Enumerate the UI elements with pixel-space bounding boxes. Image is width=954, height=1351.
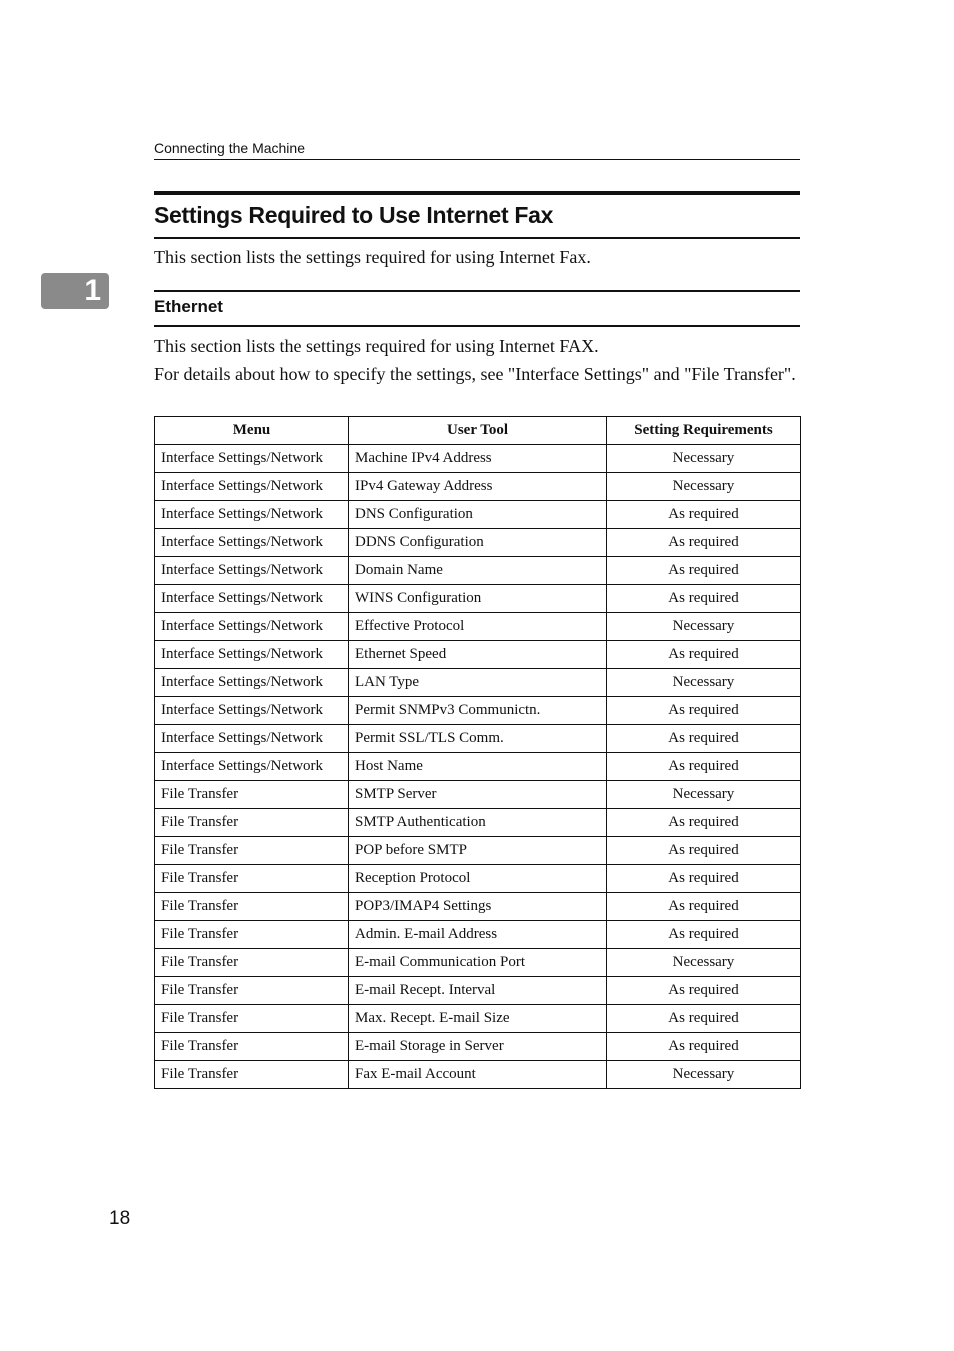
- column-header-user-tool: User Tool: [349, 417, 607, 445]
- user-tool-cell: POP3/IMAP4 Settings: [349, 893, 607, 921]
- user-tool-cell: Reception Protocol: [349, 865, 607, 893]
- requirement-cell: Necessary: [607, 781, 801, 809]
- table-row: [155, 669, 801, 697]
- table-row: [155, 473, 801, 501]
- menu-cell: File Transfer: [155, 1033, 349, 1061]
- user-tool-cell: SMTP Authentication: [349, 809, 607, 837]
- user-tool-cell: WINS Configuration: [349, 585, 607, 613]
- menu-cell: Interface Settings/Network: [155, 669, 349, 697]
- menu-cell: File Transfer: [155, 1061, 349, 1089]
- subsection-top-rule: [154, 290, 800, 292]
- subsection-details: For details about how to specify the settings, see "Interface Settings" and "File Transfer".: [154, 364, 796, 384]
- menu-cell: Interface Settings/Network: [155, 585, 349, 613]
- requirement-cell: As required: [607, 557, 801, 585]
- section-bottom-rule: [154, 237, 800, 239]
- requirement-cell: Necessary: [607, 445, 801, 473]
- menu-cell: Interface Settings/Network: [155, 529, 349, 557]
- menu-cell: File Transfer: [155, 1005, 349, 1033]
- menu-cell: File Transfer: [155, 949, 349, 977]
- menu-cell: Interface Settings/Network: [155, 445, 349, 473]
- settings-table: [154, 416, 801, 1089]
- section-top-rule: [154, 191, 800, 195]
- user-tool-cell: E-mail Storage in Server: [349, 1033, 607, 1061]
- user-tool-cell: POP before SMTP: [349, 837, 607, 865]
- section-intro: This section lists the settings required for using Internet Fax.: [154, 247, 591, 267]
- menu-cell: File Transfer: [155, 865, 349, 893]
- running-header: Connecting the Machine: [154, 138, 800, 160]
- requirement-cell: As required: [607, 1033, 801, 1061]
- chapter-tab: 1: [41, 273, 109, 309]
- requirement-cell: As required: [607, 1005, 801, 1033]
- subsection-title: Ethernet: [154, 297, 223, 316]
- requirement-cell: As required: [607, 921, 801, 949]
- menu-cell: File Transfer: [155, 893, 349, 921]
- table-row: [155, 977, 801, 1005]
- menu-cell: Interface Settings/Network: [155, 501, 349, 529]
- menu-cell: File Transfer: [155, 921, 349, 949]
- requirement-cell: As required: [607, 641, 801, 669]
- subsection-bottom-rule: [154, 325, 800, 327]
- menu-cell: Interface Settings/Network: [155, 753, 349, 781]
- menu-cell: Interface Settings/Network: [155, 473, 349, 501]
- requirement-cell: Necessary: [607, 669, 801, 697]
- requirement-cell: As required: [607, 893, 801, 921]
- table-row: [155, 445, 801, 473]
- subsection-intro: This section lists the settings required for using Internet FAX.: [154, 336, 599, 356]
- user-tool-cell: Host Name: [349, 753, 607, 781]
- menu-cell: Interface Settings/Network: [155, 697, 349, 725]
- table-header-row: [155, 417, 801, 445]
- table-row: [155, 809, 801, 837]
- table-row: [155, 1033, 801, 1061]
- requirement-cell: As required: [607, 501, 801, 529]
- table-row: [155, 865, 801, 893]
- user-tool-cell: Permit SNMPv3 Communictn.: [349, 697, 607, 725]
- table-row: [155, 753, 801, 781]
- user-tool-cell: E-mail Recept. Interval: [349, 977, 607, 1005]
- requirement-cell: As required: [607, 697, 801, 725]
- table-row: [155, 893, 801, 921]
- user-tool-cell: Fax E-mail Account: [349, 1061, 607, 1089]
- table-row: [155, 697, 801, 725]
- table-row: [155, 837, 801, 865]
- requirement-cell: Necessary: [607, 473, 801, 501]
- requirement-cell: As required: [607, 837, 801, 865]
- requirement-cell: Necessary: [607, 1061, 801, 1089]
- menu-cell: File Transfer: [155, 837, 349, 865]
- requirement-cell: As required: [607, 865, 801, 893]
- table-row: [155, 949, 801, 977]
- table-row: [155, 725, 801, 753]
- user-tool-cell: Ethernet Speed: [349, 641, 607, 669]
- user-tool-cell: E-mail Communication Port: [349, 949, 607, 977]
- menu-cell: Interface Settings/Network: [155, 725, 349, 753]
- requirement-cell: As required: [607, 977, 801, 1005]
- section-title: Settings Required to Use Internet Fax: [154, 202, 554, 228]
- table-row: [155, 529, 801, 557]
- table-row: [155, 585, 801, 613]
- requirement-cell: As required: [607, 753, 801, 781]
- requirement-cell: Necessary: [607, 949, 801, 977]
- table-row: [155, 781, 801, 809]
- user-tool-cell: Admin. E-mail Address: [349, 921, 607, 949]
- user-tool-cell: Domain Name: [349, 557, 607, 585]
- user-tool-cell: Max. Recept. E-mail Size: [349, 1005, 607, 1033]
- menu-cell: Interface Settings/Network: [155, 557, 349, 585]
- user-tool-cell: LAN Type: [349, 669, 607, 697]
- page-number: 18: [109, 1208, 131, 1229]
- menu-cell: File Transfer: [155, 977, 349, 1005]
- user-tool-cell: DDNS Configuration: [349, 529, 607, 557]
- user-tool-cell: Effective Protocol: [349, 613, 607, 641]
- menu-cell: File Transfer: [155, 781, 349, 809]
- requirement-cell: As required: [607, 725, 801, 753]
- menu-cell: Interface Settings/Network: [155, 641, 349, 669]
- menu-cell: Interface Settings/Network: [155, 613, 349, 641]
- column-header-setting-requirements: Setting Requirements: [607, 417, 801, 445]
- column-header-menu: Menu: [155, 417, 349, 445]
- requirement-cell: As required: [607, 585, 801, 613]
- table-row: [155, 557, 801, 585]
- user-tool-cell: IPv4 Gateway Address: [349, 473, 607, 501]
- user-tool-cell: Machine IPv4 Address: [349, 445, 607, 473]
- menu-cell: File Transfer: [155, 809, 349, 837]
- requirement-cell: Necessary: [607, 613, 801, 641]
- requirement-cell: As required: [607, 809, 801, 837]
- table-row: [155, 921, 801, 949]
- table-row: [155, 641, 801, 669]
- table-row: [155, 501, 801, 529]
- table-row: [155, 1061, 801, 1089]
- user-tool-cell: DNS Configuration: [349, 501, 607, 529]
- table-row: [155, 613, 801, 641]
- requirement-cell: As required: [607, 529, 801, 557]
- user-tool-cell: Permit SSL/TLS Comm.: [349, 725, 607, 753]
- user-tool-cell: SMTP Server: [349, 781, 607, 809]
- table-row: [155, 1005, 801, 1033]
